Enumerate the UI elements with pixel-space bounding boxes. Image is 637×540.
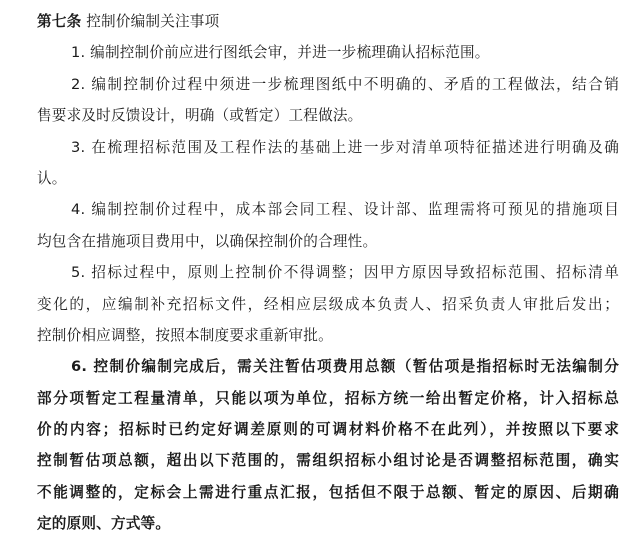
paragraph-line: 2. 编制控制价过程中须进一步梳理图纸中不明确的、矛盾的工程做法，结合销	[71, 75, 619, 93]
section-number: 第七条	[37, 13, 82, 30]
list-item	[37, 351, 619, 539]
paragraph-line: 不能调整的，定标会上需进行重点汇报，包括但不限于总额、暂定的原因、后期确	[37, 483, 619, 501]
paragraph-line: 3. 在梳理招标范围及工程作法的基础上进一步对清单项特征描述进行明确及确	[71, 138, 619, 156]
paragraph-line: 定的原则、方式等。	[37, 515, 171, 533]
list-item	[37, 257, 619, 351]
list-item	[37, 37, 619, 68]
section-heading	[37, 6, 619, 37]
section-title: 控制价编制关注事项	[86, 13, 220, 30]
paragraph-line: 价的内容；招标时已约定好调差原则的可调材料价格不在此列），并按照以下要求	[37, 421, 619, 439]
paragraph-line: 控制价相应调整，按照本制度要求重新审批。	[37, 326, 333, 344]
list-item	[37, 69, 619, 132]
paragraph-line: 6. 控制价编制完成后，需关注暂估项费用总额（暂估项是指招标时无法编制分	[71, 358, 619, 376]
paragraph-line: 售要求及时反馈设计，明确（或暂定）工程做法。	[37, 107, 363, 125]
paragraph-line: 5. 招标过程中，原则上控制价不得调整；因甲方原因导致招标范围、招标清单	[71, 264, 619, 282]
list-item	[37, 132, 619, 195]
list-item	[37, 194, 619, 257]
paragraph-line: 变化的，应编制补充招标文件，经相应层级成本负责人、招采负责人审批后发出；	[37, 295, 619, 313]
paragraph-line: 控制暂估项总额，超出以下范围的，需组织招标小组讨论是否调整招标范围，确实	[37, 452, 619, 470]
paragraph-line: 4. 编制控制价过程中，成本部会同工程、设计部、监理需将可预见的措施项目	[71, 201, 619, 219]
paragraph-line: 认。	[37, 169, 67, 187]
paragraph-line: 1. 编制控制价前应进行图纸会审，并进一步梳理确认招标范围。	[71, 44, 490, 62]
paragraph-line: 均包含在措施项目费用中，以确保控制价的合理性。	[37, 232, 378, 250]
paragraph-line: 部分项暂定工程量清单，只能以项为单位，招标方统一给出暂定价格，计入招标总	[37, 389, 619, 407]
